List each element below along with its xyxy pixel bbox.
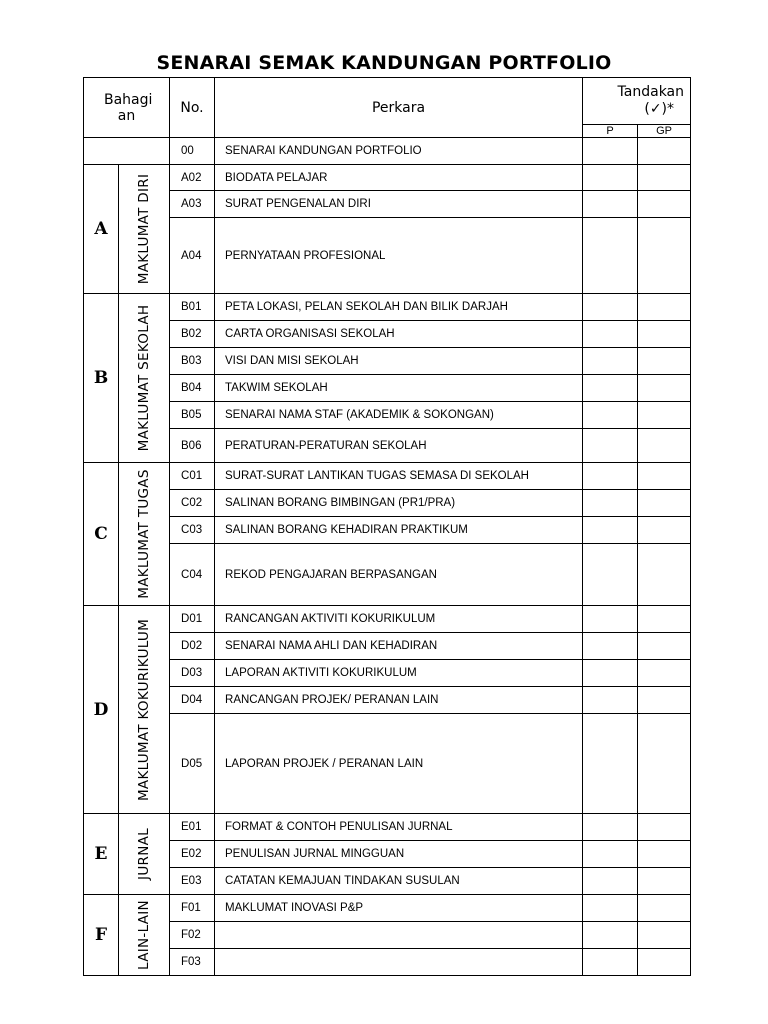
table-row bbox=[84, 402, 691, 429]
item-number: A04 bbox=[170, 218, 215, 294]
section-letter: B bbox=[84, 294, 119, 463]
table-row bbox=[84, 544, 691, 606]
item-description: PERATURAN-PERATURAN SEKOLAH bbox=[215, 429, 583, 463]
table-row bbox=[84, 687, 691, 714]
item-number: B06 bbox=[170, 429, 215, 463]
check-p-cell[interactable] bbox=[583, 606, 638, 633]
table-row bbox=[84, 490, 691, 517]
table-row bbox=[84, 606, 691, 633]
check-p-cell[interactable] bbox=[583, 294, 638, 321]
check-p-cell[interactable] bbox=[583, 687, 638, 714]
item-description: SALINAN BORANG KEHADIRAN PRAKTIKUM bbox=[215, 517, 583, 544]
section-label-cell bbox=[119, 895, 170, 976]
check-p-cell[interactable] bbox=[583, 218, 638, 294]
check-p-cell[interactable] bbox=[583, 922, 638, 949]
section-label-cell bbox=[119, 814, 170, 895]
table-row bbox=[84, 868, 691, 895]
item-description: SALINAN BORANG BIMBINGAN (PR1/PRA) bbox=[215, 490, 583, 517]
section-label-cell bbox=[119, 165, 170, 294]
item-number: 00 bbox=[170, 138, 215, 165]
table-row bbox=[84, 138, 691, 165]
item-number: D01 bbox=[170, 606, 215, 633]
checklist-table bbox=[83, 77, 691, 976]
item-number: C02 bbox=[170, 490, 215, 517]
item-number: F01 bbox=[170, 895, 215, 922]
check-p-cell[interactable] bbox=[583, 348, 638, 375]
section-label: MAKLUMAT DIRI bbox=[136, 173, 152, 285]
check-p-cell[interactable] bbox=[583, 714, 638, 814]
check-gp-cell[interactable] bbox=[638, 218, 691, 294]
section-label: MAKLUMAT SEKOLAH bbox=[136, 304, 152, 452]
check-gp-cell[interactable] bbox=[638, 321, 691, 348]
item-description: VISI DAN MISI SEKOLAH bbox=[215, 348, 583, 375]
table-row bbox=[84, 348, 691, 375]
item-description: TAKWIM SEKOLAH bbox=[215, 375, 583, 402]
check-gp-cell[interactable] bbox=[638, 375, 691, 402]
item-description: SENARAI KANDUNGAN PORTFOLIO bbox=[215, 138, 583, 165]
table-row bbox=[84, 294, 691, 321]
check-p-cell[interactable] bbox=[583, 402, 638, 429]
header-p: P bbox=[583, 125, 638, 138]
item-number: E01 bbox=[170, 814, 215, 841]
check-gp-cell[interactable] bbox=[638, 191, 691, 218]
check-p-cell[interactable] bbox=[583, 517, 638, 544]
check-p-cell[interactable] bbox=[583, 191, 638, 218]
check-p-cell[interactable] bbox=[583, 544, 638, 606]
table-row bbox=[84, 375, 691, 402]
table-row bbox=[84, 660, 691, 687]
table-row bbox=[84, 463, 691, 490]
item-number: A02 bbox=[170, 165, 215, 191]
check-gp-cell[interactable] bbox=[638, 660, 691, 687]
check-p-cell[interactable] bbox=[583, 138, 638, 165]
item-description bbox=[215, 949, 583, 976]
check-gp-cell[interactable] bbox=[638, 922, 691, 949]
item-number: A03 bbox=[170, 191, 215, 218]
check-gp-cell[interactable] bbox=[638, 841, 691, 868]
item-number: E03 bbox=[170, 868, 215, 895]
item-number: B02 bbox=[170, 321, 215, 348]
section-letter: D bbox=[84, 606, 119, 814]
table-row bbox=[84, 814, 691, 841]
header-tandakan-tick: (✓)* bbox=[644, 101, 675, 117]
item-number: E02 bbox=[170, 841, 215, 868]
check-p-cell[interactable] bbox=[583, 490, 638, 517]
check-gp-cell[interactable] bbox=[638, 490, 691, 517]
table-row bbox=[84, 714, 691, 814]
check-p-cell[interactable] bbox=[583, 463, 638, 490]
item-description: LAPORAN PROJEK / PERANAN LAIN bbox=[215, 714, 583, 814]
check-p-cell[interactable] bbox=[583, 868, 638, 895]
check-p-cell[interactable] bbox=[583, 660, 638, 687]
item-number: F03 bbox=[170, 949, 215, 976]
check-p-cell[interactable] bbox=[583, 165, 638, 191]
header-bahagian-label: Bahagi an bbox=[104, 91, 153, 124]
item-description: CATATAN KEMAJUAN TINDAKAN SUSULAN bbox=[215, 868, 583, 895]
item-description: SENARAI NAMA STAF (AKADEMIK & SOKONGAN) bbox=[215, 402, 583, 429]
item-number: B05 bbox=[170, 402, 215, 429]
item-number: D02 bbox=[170, 633, 215, 660]
item-description: SENARAI NAMA AHLI DAN KEHADIRAN bbox=[215, 633, 583, 660]
check-p-cell[interactable] bbox=[583, 841, 638, 868]
section-letter: A bbox=[84, 165, 119, 294]
check-p-cell[interactable] bbox=[583, 429, 638, 463]
bahagian-cell bbox=[84, 138, 170, 165]
section-label-cell bbox=[119, 294, 170, 463]
item-description: CARTA ORGANISASI SEKOLAH bbox=[215, 321, 583, 348]
check-gp-cell[interactable] bbox=[638, 402, 691, 429]
header-gp: GP bbox=[638, 125, 691, 138]
check-p-cell[interactable] bbox=[583, 814, 638, 841]
item-description: SURAT PENGENALAN DIRI bbox=[215, 191, 583, 218]
item-description: RANCANGAN PROJEK/ PERANAN LAIN bbox=[215, 687, 583, 714]
section-label: JURNAL bbox=[136, 828, 152, 880]
check-gp-cell[interactable] bbox=[638, 544, 691, 606]
item-number: B04 bbox=[170, 375, 215, 402]
item-description: PETA LOKASI, PELAN SEKOLAH DAN BILIK DARJAH bbox=[215, 294, 583, 321]
table-row bbox=[84, 218, 691, 294]
item-description: SURAT-SURAT LANTIKAN TUGAS SEMASA DI SEKOLAH bbox=[215, 463, 583, 490]
item-description: REKOD PENGAJARAN BERPASANGAN bbox=[215, 544, 583, 606]
item-number: B03 bbox=[170, 348, 215, 375]
section-label-cell bbox=[119, 606, 170, 814]
table-row bbox=[84, 191, 691, 218]
section-letter: E bbox=[84, 814, 119, 895]
header-tandakan-label: Tandakan bbox=[617, 84, 685, 100]
page-title: SENARAI SEMAK KANDUNGAN PORTFOLIO bbox=[156, 52, 612, 74]
check-gp-cell[interactable] bbox=[638, 517, 691, 544]
check-gp-cell[interactable] bbox=[638, 895, 691, 922]
item-description: MAKLUMAT INOVASI P&P bbox=[215, 895, 583, 922]
check-gp-cell[interactable] bbox=[638, 814, 691, 841]
check-gp-cell[interactable] bbox=[638, 633, 691, 660]
check-gp-cell[interactable] bbox=[638, 463, 691, 490]
item-description: PERNYATAAN PROFESIONAL bbox=[215, 218, 583, 294]
table-row bbox=[84, 922, 691, 949]
check-p-cell[interactable] bbox=[583, 375, 638, 402]
section-letter: C bbox=[84, 463, 119, 606]
table-row bbox=[84, 517, 691, 544]
table-row bbox=[84, 321, 691, 348]
item-number: F02 bbox=[170, 922, 215, 949]
item-description bbox=[215, 922, 583, 949]
check-gp-cell[interactable] bbox=[638, 868, 691, 895]
check-gp-cell[interactable] bbox=[638, 429, 691, 463]
item-number: D03 bbox=[170, 660, 215, 687]
checklist-body bbox=[84, 138, 691, 976]
item-number: C03 bbox=[170, 517, 215, 544]
table-row bbox=[84, 165, 691, 191]
section-letter: F bbox=[84, 895, 119, 976]
table-row bbox=[84, 895, 691, 922]
item-description: LAPORAN AKTIVITI KOKURIKULUM bbox=[215, 660, 583, 687]
header-bahagian bbox=[84, 78, 170, 138]
check-p-cell[interactable] bbox=[583, 321, 638, 348]
check-gp-cell[interactable] bbox=[638, 294, 691, 321]
table-row bbox=[84, 633, 691, 660]
check-gp-cell[interactable] bbox=[638, 949, 691, 976]
table-row bbox=[84, 841, 691, 868]
check-gp-cell[interactable] bbox=[638, 687, 691, 714]
header-tandakan bbox=[583, 78, 691, 125]
check-gp-cell[interactable] bbox=[638, 714, 691, 814]
item-description: PENULISAN JURNAL MINGGUAN bbox=[215, 841, 583, 868]
item-description: RANCANGAN AKTIVITI KOKURIKULUM bbox=[215, 606, 583, 633]
item-number: D05 bbox=[170, 714, 215, 814]
item-description: FORMAT & CONTOH PENULISAN JURNAL bbox=[215, 814, 583, 841]
section-label: MAKLUMAT KOKURIKULUM bbox=[136, 618, 152, 801]
table-row bbox=[84, 429, 691, 463]
check-gp-cell[interactable] bbox=[638, 165, 691, 191]
section-label-cell bbox=[119, 463, 170, 606]
item-number: C01 bbox=[170, 463, 215, 490]
section-label: MAKLUMAT TUGAS bbox=[136, 469, 152, 599]
check-p-cell[interactable] bbox=[583, 633, 638, 660]
check-gp-cell[interactable] bbox=[638, 348, 691, 375]
table-row bbox=[84, 949, 691, 976]
check-gp-cell[interactable] bbox=[638, 606, 691, 633]
header-no: No. bbox=[170, 78, 215, 138]
item-number: C04 bbox=[170, 544, 215, 606]
check-p-cell[interactable] bbox=[583, 949, 638, 976]
item-number: D04 bbox=[170, 687, 215, 714]
check-p-cell[interactable] bbox=[583, 895, 638, 922]
check-gp-cell[interactable] bbox=[638, 138, 691, 165]
item-description: BIODATA PELAJAR bbox=[215, 165, 583, 191]
section-label: LAIN-LAIN bbox=[136, 900, 152, 970]
item-number: B01 bbox=[170, 294, 215, 321]
header-perkara: Perkara bbox=[215, 78, 583, 138]
